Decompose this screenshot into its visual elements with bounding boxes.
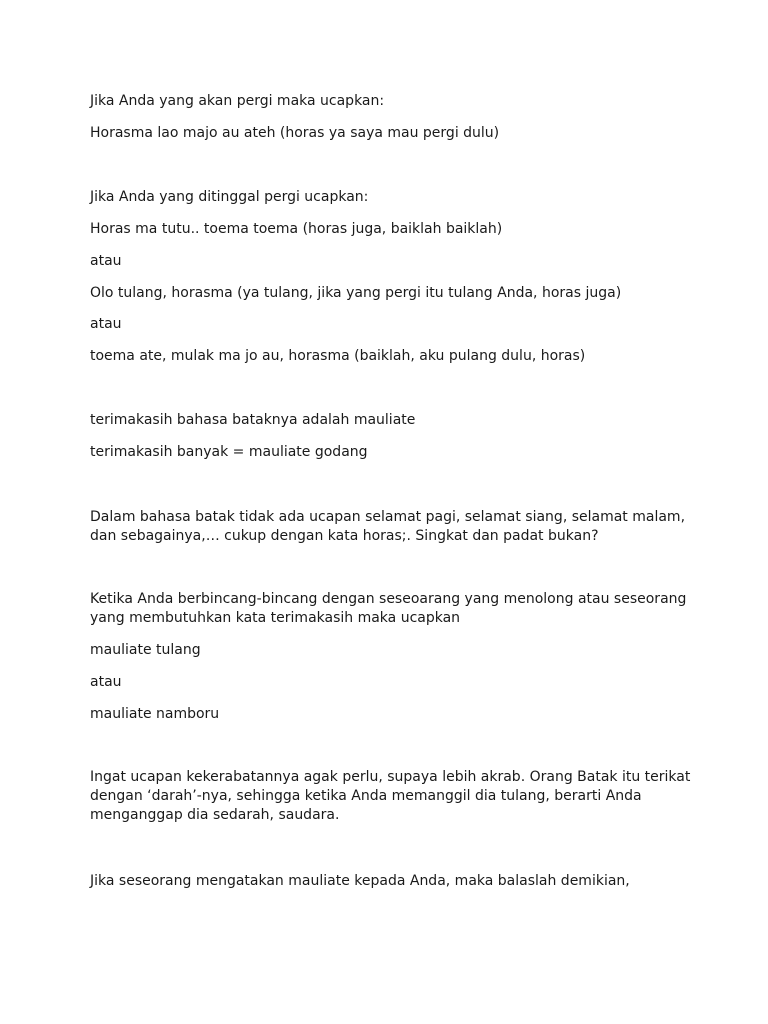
paragraph: Ketika Anda berbincang-bincang dengan seseoarang yang menolong atau seseorang yang membutuhkan kata terimakasih maka ucapkan [90,591,687,626]
paragraph: Jika Anda yang ditinggal pergi ucapkan: [90,189,369,205]
paragraph: Horasma lao majo au ateh (horas ya saya mau pergi dulu) [90,125,500,141]
paragraph: atau [90,316,122,332]
paragraph: terimakasih banyak = mauliate godang [90,444,368,460]
paragraph: Ingat ucapan kekerabatannya agak perlu, supaya lebih akrab. Orang Batak itu terikat dengan ‘darah’-nya, sehingga ketika Anda memanggil dia tulang, berarti Anda menganggap dia sedarah, saudara. [90,769,691,823]
paragraph: terimakasih bahasa bataknya adalah mauliate [90,412,416,428]
paragraph: toema ate, mulak ma jo au, horasma (baiklah, aku pulang dulu, horas) [90,348,586,364]
paragraph: atau [90,253,122,269]
paragraph: atau [90,674,122,690]
paragraph: mauliate namboru [90,706,220,722]
paragraph: Jika Anda yang akan pergi maka ucapkan: [90,93,385,109]
paragraph: Dalam bahasa batak tidak ada ucapan selamat pagi, selamat siang, selamat malam, dan sebagainya,… cukup dengan kata horas;. Singkat dan padat bukan? [90,509,686,544]
paragraph: mauliate tulang [90,642,201,658]
paragraph: Jika seseorang mengatakan mauliate kepada Anda, maka balaslah demikian, [90,873,630,889]
paragraph: Olo tulang, horasma (ya tulang, jika yang pergi itu tulang Anda, horas juga) [90,285,622,301]
paragraph: Horas ma tutu.. toema toema (horas juga, baiklah baiklah) [90,221,503,237]
